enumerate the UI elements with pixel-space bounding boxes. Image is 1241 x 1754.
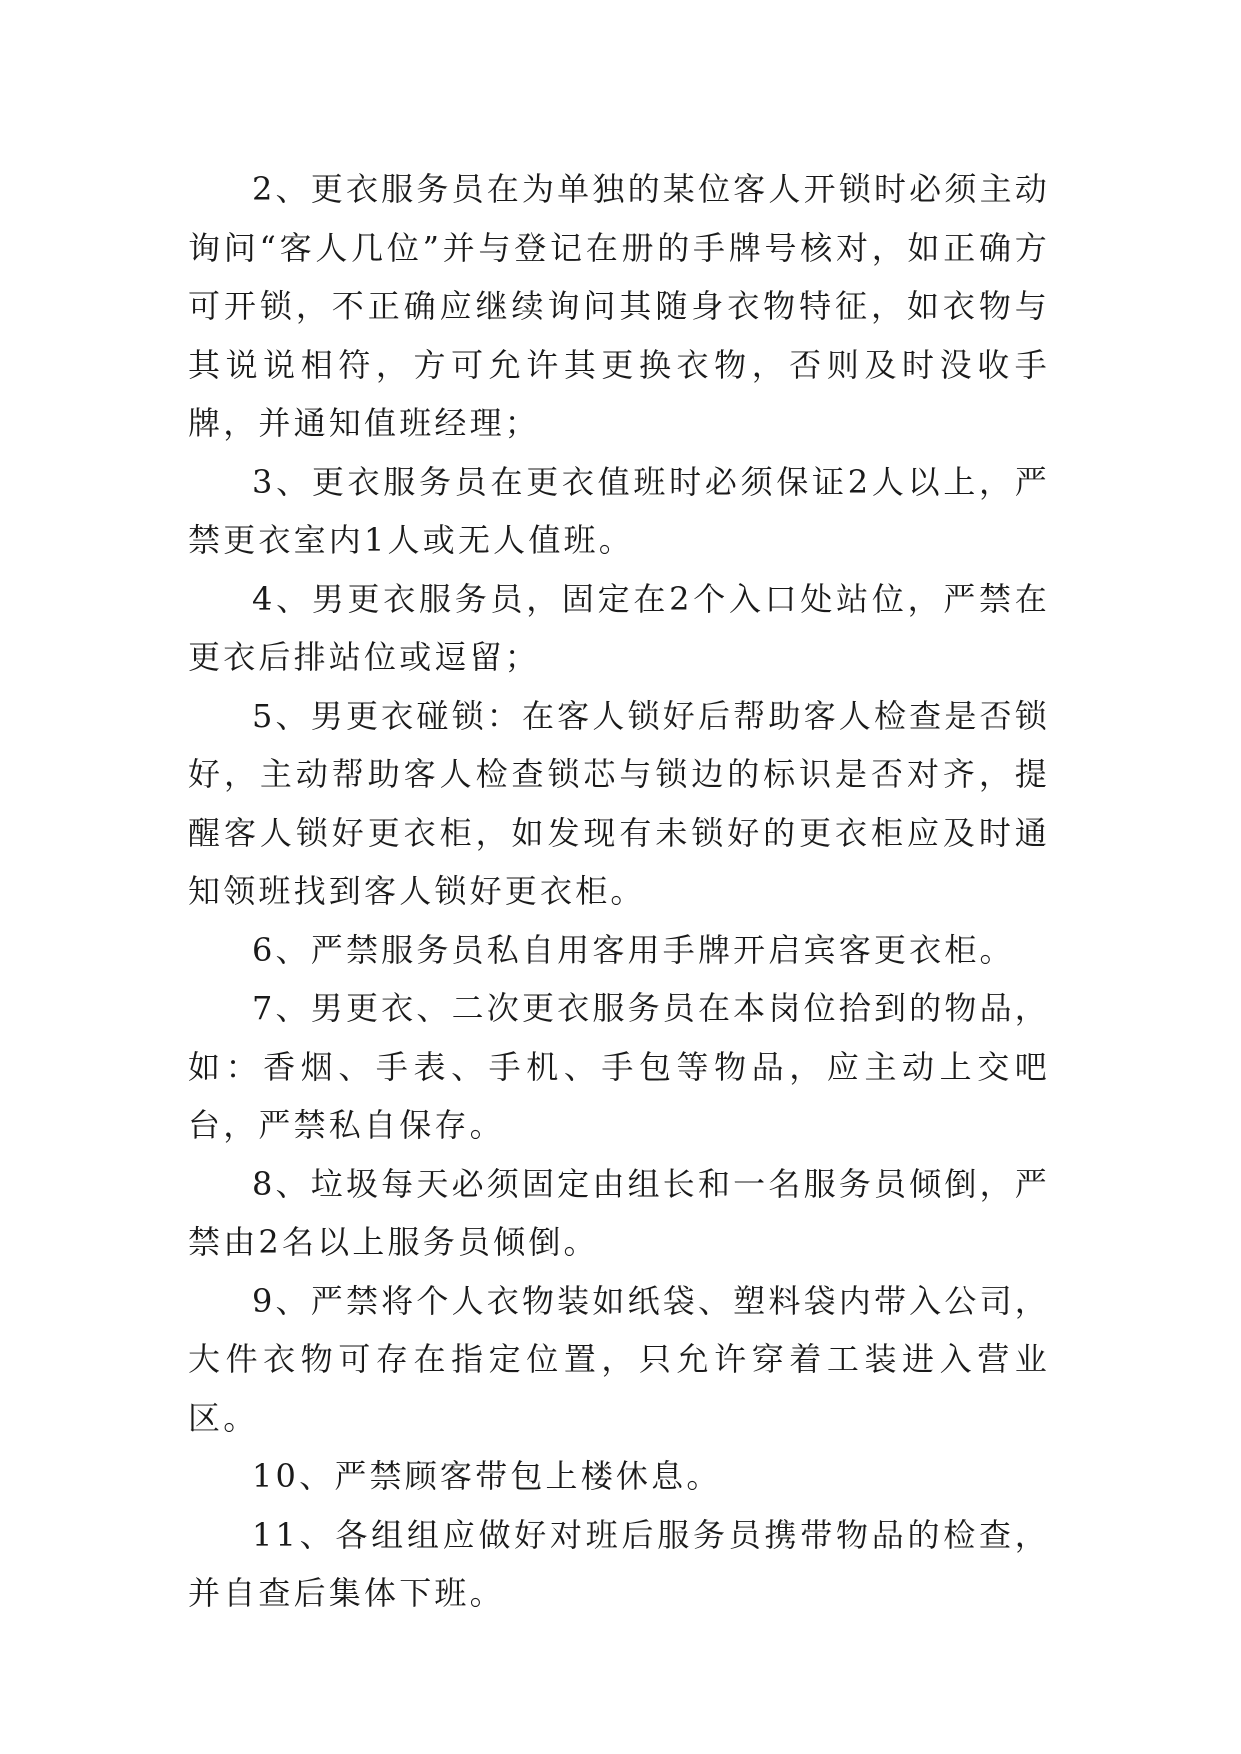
- rule-item-6: 6、严禁服务员私自用客用手牌开启宾客更衣柜。: [252, 930, 1015, 969]
- rule-item-5: 5、男更衣碰锁：在客人锁好后帮助客人检查是否锁好，主动帮助客人检查锁芯与锁边的标识是否对齐，提醒客人锁好更衣柜，如发现有未锁好的更衣柜应及时通知领班找到客人锁好更衣柜。: [188, 696, 1050, 910]
- rule-item-8: 8、垃圾每天必须固定由组长和一名服务员倾倒，严禁由2名以上服务员倾倒。: [188, 1164, 1050, 1261]
- rule-item-10: 10、严禁顾客带包上楼休息。: [252, 1457, 722, 1495]
- rule-item-3: 3、更衣服务员在更衣值班时必须保证2人以上，严禁更衣室内1人或无人值班。: [188, 462, 1050, 559]
- rule-item-9: 9、严禁将个人衣物装如纸袋、塑料袋内带入公司，大件衣物可存在指定位置，只允许穿着工装进入营业区。: [188, 1281, 1050, 1437]
- rule-item-2: 2、更衣服务员在为单独的某位客人开锁时必须主动询问“客人几位”并与登记在册的手牌号核对，如正确方可开锁，不正确应继续询问其随身衣物特征，如衣物与其说说相符，方可允许其更换衣物，否则及时没收手牌，并通知值班经理；: [188, 170, 1050, 442]
- rule-item-7: 7、男更衣、二次更衣服务员在本岗位拾到的物品，如：香烟、手表、手机、手包等物品，应主动上交吧台，严禁私自保存。: [188, 989, 1050, 1144]
- rule-item-11: 11、各组组应做好对班后服务员携带物品的检查，并自查后集体下班。: [188, 1515, 1050, 1612]
- rule-item-4: 4、男更衣服务员，固定在2个入口处站位，严禁在更衣后排站位或逗留；: [188, 579, 1050, 676]
- document-body: [188, 160, 1050, 1623]
